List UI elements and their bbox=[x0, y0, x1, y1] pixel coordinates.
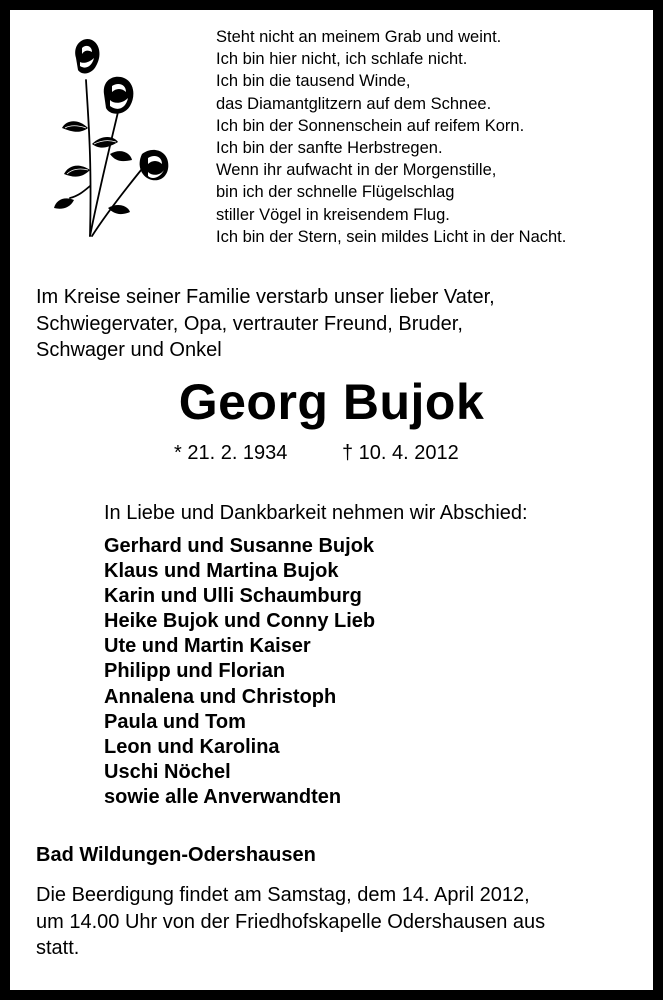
poem-line: Ich bin der Sonnenschein auf reifem Korn. bbox=[216, 116, 525, 135]
poem-line: Ich bin der sanfte Herbstregen. bbox=[216, 139, 443, 158]
farewell-line: In Liebe und Dankbarkeit nehmen wir Abschied: bbox=[104, 502, 528, 524]
life-dates bbox=[174, 440, 459, 466]
mourner: Leon und Karolina bbox=[104, 735, 280, 758]
mourner: Uschi Nöchel bbox=[104, 760, 231, 783]
place-name: Bad Wildungen-Odershausen bbox=[36, 844, 316, 866]
birth-date: * 21. 2. 1934 bbox=[174, 442, 288, 464]
poem-line: bin ich der schnelle Flügelschlag bbox=[216, 183, 455, 202]
poem-line: stiller Vögel in kreisendem Flug. bbox=[216, 205, 450, 224]
mourner: Annalena und Christoph bbox=[104, 685, 337, 708]
intro-line: Im Kreise seiner Familie verstarb unser lieber Vater, bbox=[36, 286, 495, 308]
deceased-name: Georg Bujok bbox=[178, 374, 485, 430]
death-date: † 10. 4. 2012 bbox=[342, 442, 459, 464]
mourner: Paula und Tom bbox=[104, 710, 246, 733]
mourner: sowie alle Anverwandten bbox=[104, 785, 342, 808]
poem-line: das Diamantglitzern auf dem Schnee. bbox=[216, 94, 492, 113]
mourner: Gerhard und Susanne Bujok bbox=[104, 535, 375, 557]
mourner: Heike Bujok und Conny Lieb bbox=[104, 610, 376, 633]
funeral-line: statt. bbox=[36, 937, 80, 959]
poem bbox=[216, 26, 566, 248]
mourner: Klaus und Martina Bujok bbox=[104, 560, 339, 583]
poem-line: Ich bin die tausend Winde, bbox=[216, 72, 411, 91]
mourner: Karin und Ulli Schaumburg bbox=[104, 585, 362, 608]
intro-line: Schwager und Onkel bbox=[36, 339, 222, 361]
poem-line: Wenn ihr aufwacht in der Morgenstille, bbox=[216, 161, 497, 180]
intro-line: Schwiegervater, Opa, vertrauter Freund, Bruder, bbox=[36, 312, 463, 335]
funeral-line: Die Beerdigung findet am Samstag, dem 14. April 2012, bbox=[36, 884, 530, 906]
mourner: Ute und Martin Kaiser bbox=[104, 635, 311, 658]
funeral-notice bbox=[36, 882, 545, 962]
poem-line: Ich bin der Stern, sein mildes Licht in der Nacht. bbox=[216, 227, 567, 246]
mourners-list bbox=[104, 534, 375, 810]
poem-line: Steht nicht an meinem Grab und weint. bbox=[216, 28, 502, 46]
intro-text bbox=[36, 284, 495, 364]
mourner: Philipp und Florian bbox=[104, 660, 286, 683]
poem-line: Ich bin hier nicht, ich schlafe nicht. bbox=[216, 50, 468, 69]
rose-illustration-icon bbox=[48, 36, 180, 240]
funeral-line: um 14.00 Uhr von der Friedhofskapelle Odershausen aus bbox=[36, 910, 546, 933]
